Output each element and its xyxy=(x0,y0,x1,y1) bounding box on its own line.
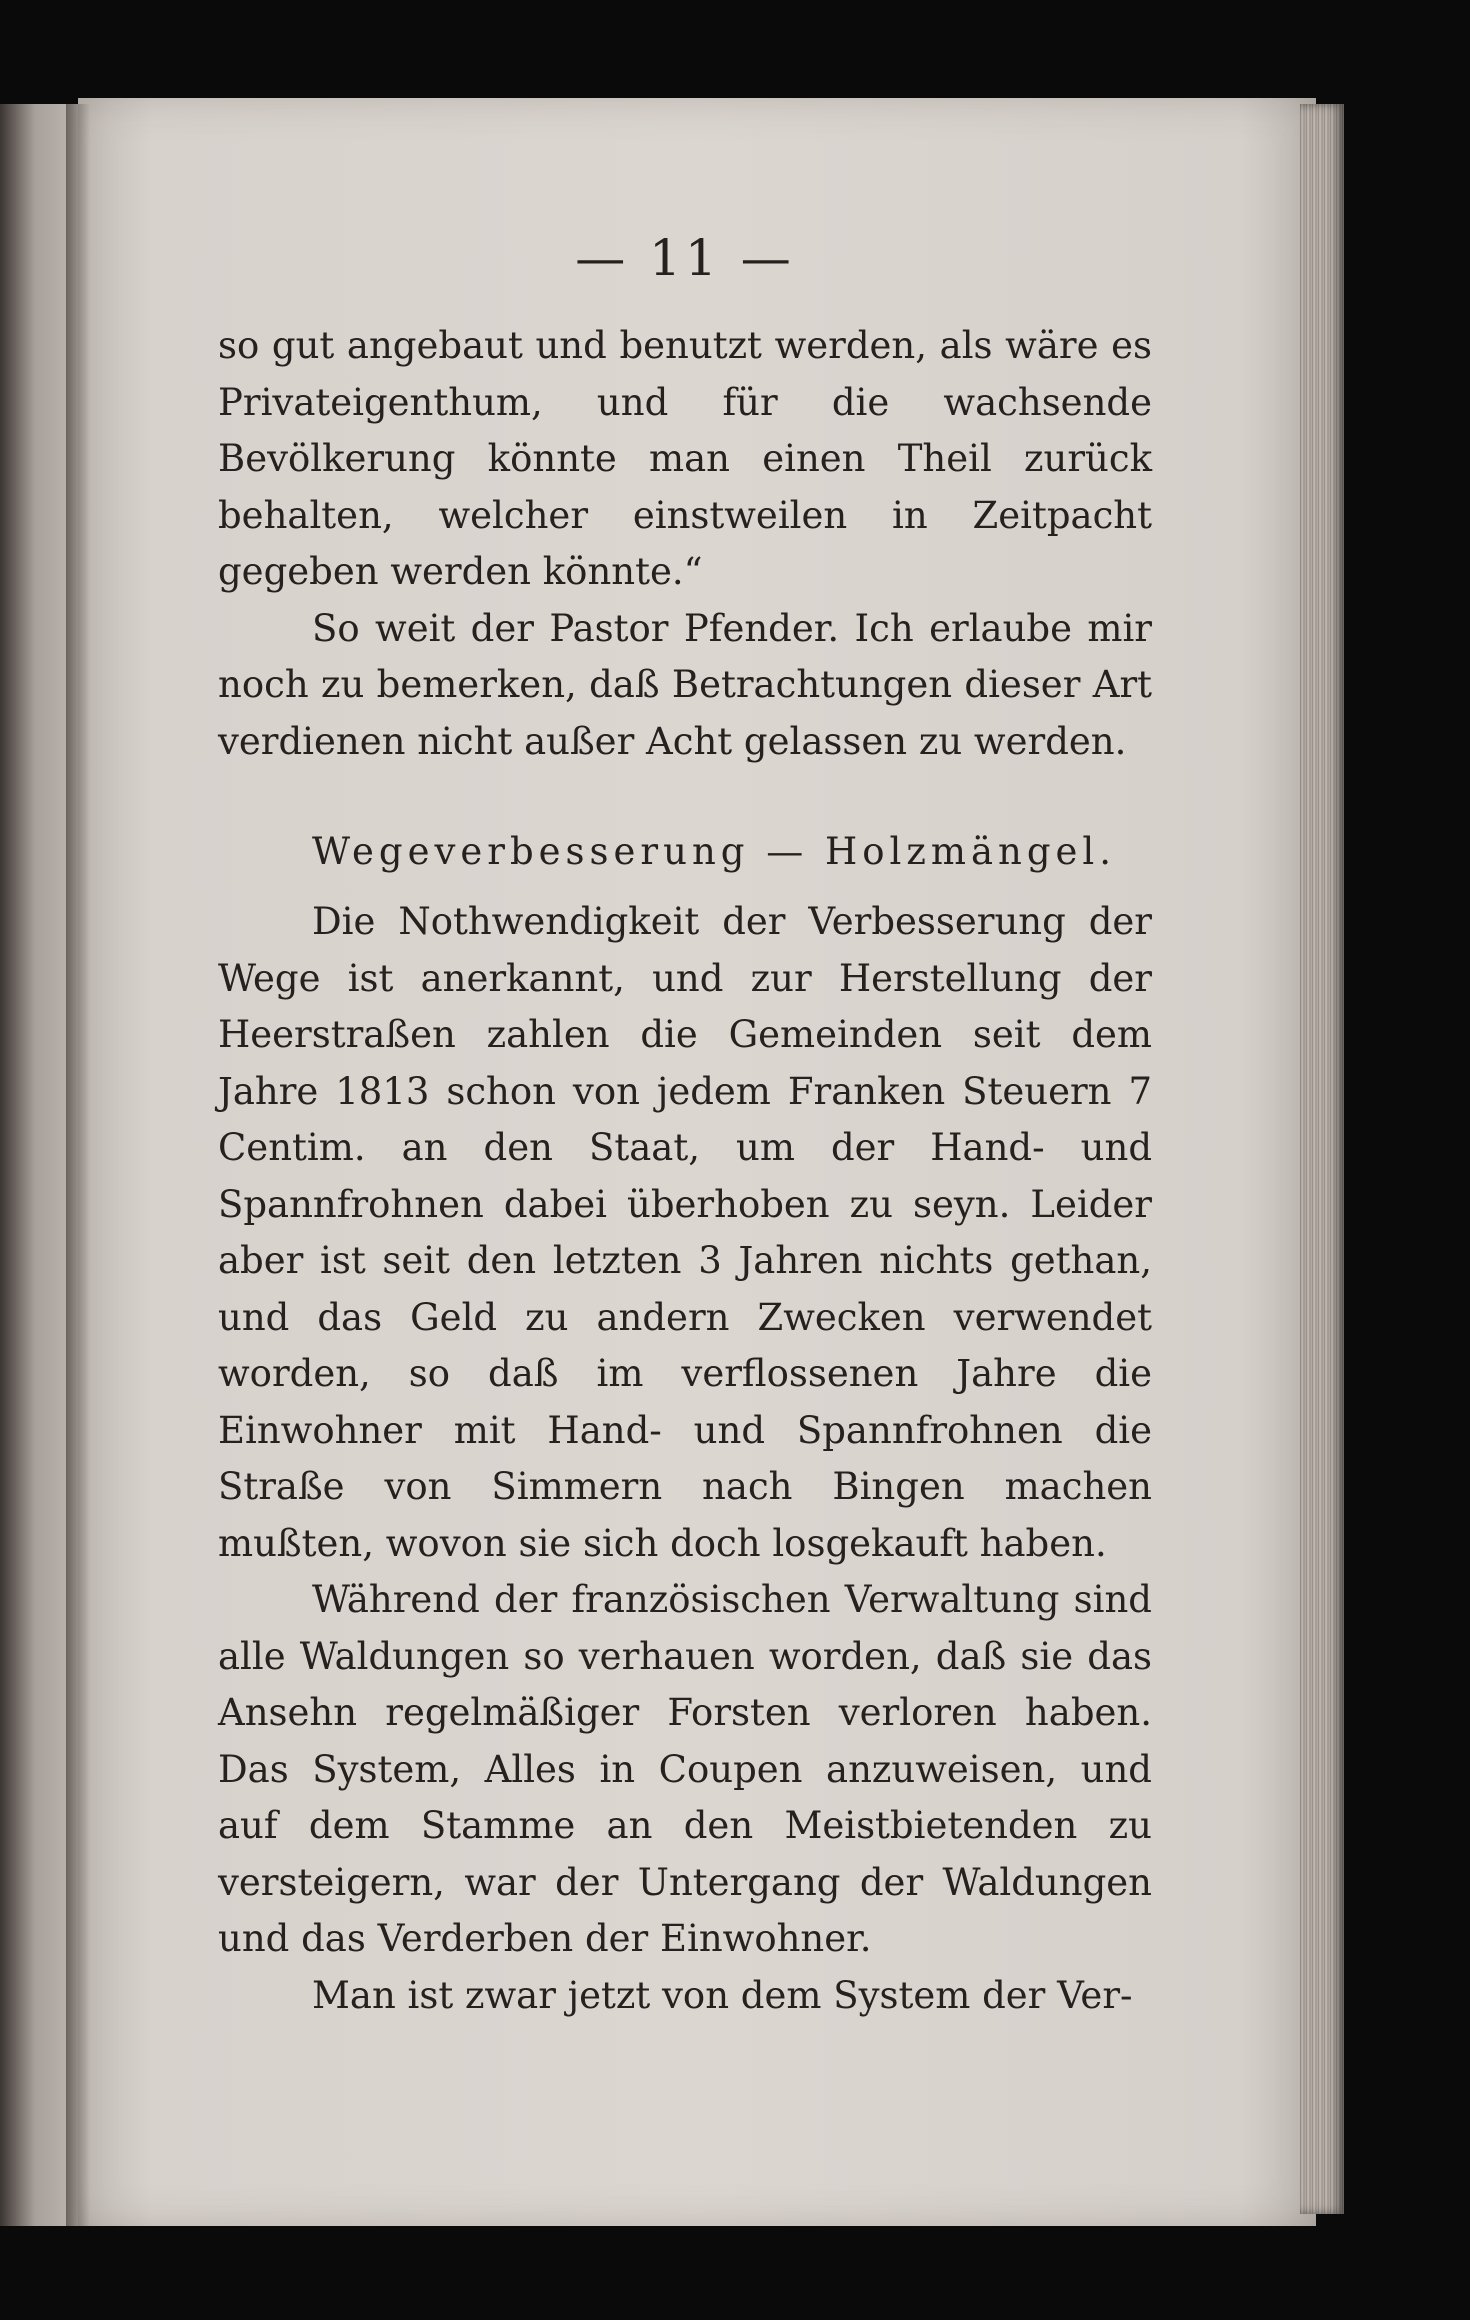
page-text xyxy=(218,230,1152,2024)
section-heading: Wegeverbesserung — Holzmängel. xyxy=(312,830,1117,873)
paragraph-pastor-remark: So weit der Pastor Pfender. Ich erlaube mir noch zu bemerken, daß Betrachtungen dieser Art verdienen nicht außer Acht gelassen zu werden. xyxy=(218,606,1152,763)
book-gutter xyxy=(66,104,90,2226)
paragraph-system: Man ist zwar jetzt von dem System der Ver- xyxy=(312,1973,1133,2017)
paragraph-continuation: so gut angebaut und benutzt werden, als wäre es Privateigenthum, und für die wachsende Bevölkerung könnte man einen Theil zurück behalten, welcher einstweilen in Zeitpacht gegeben werden könnte.“ xyxy=(218,324,1152,593)
paragraph-roads: Die Nothwendigkeit der Verbesserung der Wege ist anerkannt, und zur Herstellung der Heerstraßen zahlen die Gemeinden seit dem Jahre 1813 schon von jedem Franken Steuern 7 Centim. an den Staat, um der Hand- und Spannfrohnen dabei überhoben zu seyn. Leider aber ist seit den letzten 3 Jahren nichts gethan, und das Geld zu andern Zwecken verwendet worden, so daß im verflossenen Jahre die Einwohner mit Hand- und Spannfrohnen die Straße von Simmern nach Bingen machen mußten, wovon sie sich doch losgekauft haben. xyxy=(218,900,1152,1565)
paragraph-forests: Während der französischen Verwaltung sind alle Waldungen so verhauen worden, daß sie das Ansehn regelmäßiger Forsten verloren haben. Das System, Alles in Coupen anzuweisen, und auf dem Stamme an den Meistbietenden zu versteigern, war der Untergang der Waldungen und das Verderben der Einwohner. xyxy=(218,1578,1152,1960)
page-number: — 11 — xyxy=(575,229,795,287)
page-stack-edge xyxy=(1300,104,1344,2214)
